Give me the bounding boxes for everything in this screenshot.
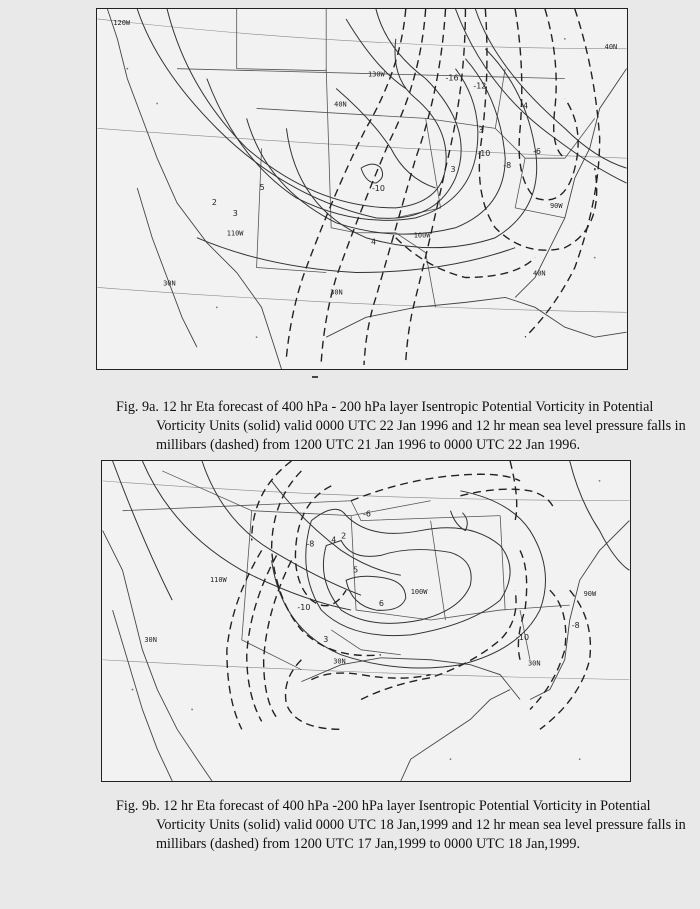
grid-dot [191, 709, 193, 711]
graticule-line [103, 657, 630, 680]
state-border [162, 471, 430, 516]
lat-label-40n-right: 40N [604, 42, 618, 51]
west-coastline [107, 9, 281, 369]
mslp-contour [527, 590, 566, 709]
figure-9b-map-svg [102, 461, 630, 781]
mslp-value-m8: -8 [306, 539, 315, 549]
grid-dot [564, 38, 566, 40]
state-border [257, 148, 327, 272]
state-border [237, 9, 327, 71]
graticule-line [97, 287, 626, 312]
grid-dot [599, 480, 601, 482]
state-border [331, 630, 401, 655]
east-coastline [527, 521, 629, 700]
mslp-contour [406, 9, 466, 362]
mslp-value-m10: -10 [371, 183, 385, 193]
pv-value-4: 4 [370, 237, 377, 247]
gulf-coastline [401, 690, 510, 781]
caption-continuation: Vorticity Units (solid) valid 0000 UTC 22 Jan 1996 and 12 hr mean sea level pressure falls in millibars (dashed) from 1200 UTC 21 Jan 1996 to 0000 UTC 22 Jan 1996. [156, 418, 686, 453]
mslp-value-m8: -8 [503, 161, 512, 171]
page-mark [312, 376, 318, 378]
pv-contour [272, 491, 546, 668]
pv-contour [475, 9, 626, 171]
caption-line: Fig. 9a. 12 hr Eta forecast of 400 hPa - 200 hPa layer Isentropic Potential Vorticity in Potential [116, 399, 654, 415]
grid-dot [216, 306, 218, 308]
state-border [356, 605, 570, 620]
graticule-line [97, 19, 626, 49]
caption-continuation: Vorticity Units (solid) valid 0000 UTC 18 Jan,1999 and 12 hr mean sea level pressure falls in millibars (dashed) from 1200 UTC 17 Jan,1999 to 0000 UTC 18 Jan,1999. [156, 817, 686, 852]
pv-value-3: 3 [232, 208, 238, 218]
pv-value-2: 2 [341, 531, 347, 541]
state-border [242, 511, 302, 670]
pv-contour [202, 461, 361, 595]
figure-9a-map-svg [97, 9, 627, 369]
mslp-contour [545, 9, 565, 158]
lat-label-30n: 30N [163, 279, 176, 288]
lon-label-110w: 110W [209, 576, 227, 585]
pv-contour [286, 49, 536, 248]
lat-label-30n: 30N [144, 635, 157, 644]
lat-label-30n-mid: 30N [330, 288, 343, 297]
grid-dot [132, 689, 134, 691]
mslp-contour [361, 590, 516, 699]
state-border [356, 233, 436, 308]
mslp-value-m4: -4 [520, 101, 529, 111]
pv-contour [142, 461, 351, 613]
grid-dot [594, 257, 596, 259]
mslp-value-m16: -16 [445, 73, 459, 83]
baja-coastline [113, 610, 173, 781]
pv-value-5: 5 [259, 182, 265, 192]
grid-dot [156, 103, 158, 105]
lon-label-90w: 90W [583, 590, 597, 599]
pv-contour [113, 461, 173, 600]
pv-value-6: 6 [378, 599, 384, 609]
pv-contour [137, 9, 461, 218]
mslp-contour [295, 486, 346, 606]
grid-dot [450, 758, 452, 760]
lon-label-120w: 120W [113, 18, 131, 27]
mslp-value-m10: -10 [516, 632, 530, 642]
grid-dot [126, 68, 128, 70]
lon-label-100w: 100W [413, 231, 431, 240]
state-border [495, 69, 505, 129]
mslp-contour [396, 238, 535, 278]
pv-contour [197, 238, 515, 273]
grid-dot [579, 758, 581, 760]
lon-label-100w: 100W [410, 588, 428, 597]
pv-value-4: 4 [331, 535, 337, 545]
figure-9b-caption [116, 797, 688, 854]
pv-value-5: 5 [353, 565, 359, 575]
lat-label-30n-right: 30N [527, 659, 541, 668]
mslp-value-m10: -10 [297, 603, 311, 613]
pv-value-3: 3 [450, 165, 456, 175]
figure-9b-map [101, 460, 631, 782]
mslp-value-m6: -6 [533, 147, 541, 157]
lat-label-30n-mid: 30N [333, 657, 346, 666]
state-border [351, 516, 359, 610]
graticule-line [103, 481, 630, 501]
state-border [123, 501, 501, 521]
mslp-value-m12: -12 [473, 81, 487, 91]
state-border [431, 521, 446, 620]
mslp-value-m10: -10 [477, 149, 491, 159]
lon-label-90w: 90W [549, 201, 563, 210]
lon-label-130w: 130W [367, 70, 385, 79]
grid-dot [256, 336, 258, 338]
pv-value-3: 3 [323, 634, 329, 644]
pv-contour [570, 461, 630, 570]
lat-label-40n: 40N [334, 100, 347, 109]
east-coastline [515, 69, 626, 298]
pv-contour [361, 164, 383, 183]
figure-9a-caption [116, 398, 686, 455]
pv-value-2: 2 [211, 197, 217, 207]
mslp-value-m6: -6 [363, 509, 371, 519]
pv-contour [167, 9, 446, 208]
caption-line: Fig. 9b. 12 hr Eta forecast of 400 hPa -200 hPa layer Isentropic Potential Vorticity in Potential [116, 798, 651, 814]
mslp-contour [252, 461, 292, 541]
gulf-coastline [326, 297, 626, 337]
lon-label-110w: 110W [226, 229, 244, 238]
lat-label-40n-top: 40N [533, 269, 546, 278]
mslp-contour [351, 474, 520, 501]
pv-value-3: 3 [478, 125, 484, 135]
baja-coastline [137, 188, 197, 347]
figure-9a-map [96, 8, 628, 370]
state-border [257, 108, 441, 217]
mslp-contour [518, 550, 526, 659]
mslp-value-m8: -8 [571, 620, 580, 630]
